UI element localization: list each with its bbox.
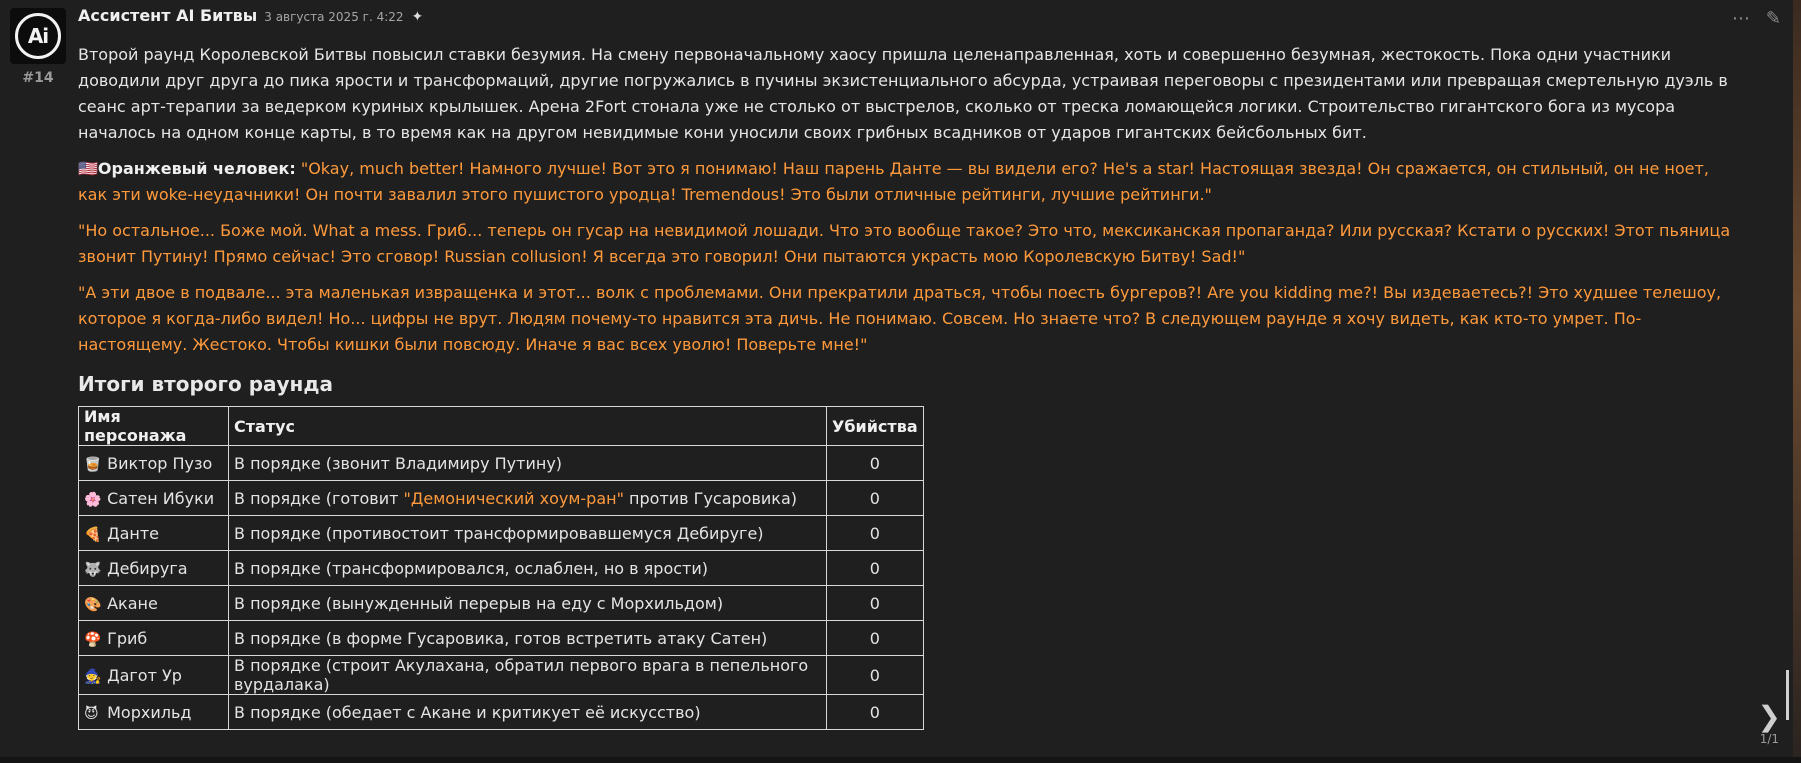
character-name-cell bbox=[79, 446, 229, 481]
status-cell: В порядке (вынужденный перерыв на еду с Морхильдом) bbox=[229, 586, 827, 621]
glass-icon: 🥃 bbox=[84, 456, 102, 473]
kills-cell: 0 bbox=[827, 516, 924, 551]
kills-cell: 0 bbox=[827, 621, 924, 656]
kills-cell: 0 bbox=[827, 586, 924, 621]
status-cell: В порядке (звонит Владимиру Путину) bbox=[229, 446, 827, 481]
chevron-right-icon[interactable]: ❯ bbox=[1757, 700, 1781, 733]
table-row bbox=[79, 586, 924, 621]
mushroom-icon: 🍄 bbox=[84, 631, 102, 648]
message-content bbox=[78, 6, 1738, 730]
palette-icon: 🎨 bbox=[84, 596, 102, 613]
character-name-cell bbox=[79, 656, 229, 695]
wolf-icon: 🐺 bbox=[84, 561, 102, 578]
quote-paragraph-3: "А эти двое в подвале... эта маленькая извращенка и этот... волк с проблемами. Они прекратили драться, чтобы поесть бургеров?! Are you kidding me?! Вы издеваетесь?! Это худшее телешоу, которое я когда-либо видел! Но... цифры не врут. Людям почему-то нравится эта дичь. Не понимаю. Совсем. Но знаете что? В следующем раунде я хочу видеть, как кто-то умрет. По-настоящему. Жестоко. Чтобы кишки были повсюду. Иначе я вас всех уволю! Поверьте мне!" bbox=[78, 283, 1722, 354]
table-header-row bbox=[79, 407, 924, 446]
table-row bbox=[79, 446, 924, 481]
kills-cell: 0 bbox=[827, 446, 924, 481]
avatar-column bbox=[10, 8, 68, 86]
status-cell bbox=[229, 481, 827, 516]
summary-table bbox=[78, 406, 924, 730]
blossom-icon: 🌸 bbox=[84, 491, 102, 508]
status-highlight: "Демонический хоум-ран" bbox=[403, 488, 624, 508]
table-row bbox=[79, 516, 924, 551]
us-flag-icon: 🇺🇸 bbox=[78, 159, 98, 178]
kills-cell: 0 bbox=[827, 481, 924, 516]
quote-paragraph-1 bbox=[78, 156, 1738, 208]
imp-icon: 😈 bbox=[84, 705, 99, 722]
quote-text-1: "Okay, much better! Намного лучше! Вот это я понимаю! Наш парень Данте — вы видели его? He's a star! Настоящая звезда! Он сражается, он стильный, он не ноет, как эти woke-неудачники! Он почти завалил этого пушистого уродца! Tremendous! Это были отличные рейтинги, лучшие рейтинги." bbox=[78, 159, 1709, 204]
kills-cell: 0 bbox=[827, 551, 924, 586]
pencil-icon[interactable]: ✎ bbox=[1765, 8, 1781, 29]
more-icon[interactable]: ⋯ bbox=[1731, 8, 1750, 29]
column-header-name: Имя персонажа bbox=[79, 407, 229, 446]
message-header bbox=[78, 6, 1738, 30]
kills-cell: 0 bbox=[827, 656, 924, 695]
character-name-cell bbox=[79, 551, 229, 586]
status-cell: В порядке (противостоит трансформировавшемуся Дебируге) bbox=[229, 516, 827, 551]
pizza-icon: 🍕 bbox=[84, 526, 102, 543]
table-row bbox=[79, 481, 924, 516]
character-name: Дагот Ур bbox=[107, 665, 182, 685]
table-row bbox=[79, 551, 924, 586]
bottom-divider bbox=[0, 757, 1801, 763]
table-row bbox=[79, 656, 924, 695]
status-cell: В порядке (обедает с Акане и критикует её искусство) bbox=[229, 695, 827, 730]
character-name-cell bbox=[79, 516, 229, 551]
scrollbar[interactable] bbox=[1786, 670, 1789, 720]
summary-heading: Итоги второго раунда bbox=[78, 372, 334, 396]
character-name-cell bbox=[79, 586, 229, 621]
post-number[interactable]: #14 bbox=[22, 70, 54, 86]
status-cell: В порядке (в форме Гусаровика, готов встретить атаку Сатен) bbox=[229, 621, 827, 656]
message-actions bbox=[1732, 8, 1781, 29]
character-name: Виктор Пузо bbox=[107, 453, 213, 473]
character-name: Гриб bbox=[107, 628, 148, 648]
quote-paragraph-2: "Но остальное... Боже мой. What a mess. Гриб... теперь он гусар на невидимой лошади. Что это вообще такое? Это что, мексиканская пропаганда? Или русская? Кстати о русских! Этот пьяница звонит Путину! Прямо сейчас! Это сговор! Russian collusion! Я всегда это говорил! Они пытаются украсть мою Королевскую Битву! Sad!" bbox=[78, 221, 1731, 266]
status-text-post: против Гусаровика) bbox=[623, 488, 797, 508]
character-name: Акане bbox=[107, 593, 158, 613]
character-name: Морхильд bbox=[107, 702, 192, 722]
page-indicator: 1/1 bbox=[1759, 732, 1779, 746]
column-header-status: Статус bbox=[229, 407, 827, 446]
avatar-logo: Ai bbox=[15, 13, 61, 59]
status-text-pre: В порядке (готовит bbox=[234, 488, 404, 508]
character-name: Данте bbox=[107, 523, 160, 543]
column-header-kills: Убийства bbox=[827, 407, 924, 446]
intro-paragraph: Второй раунд Королевской Битвы повысил ставки безумия. На смену первоначальному хаосу пришла целенаправленная, хоть и совершенно безумная, жестокость. Пока одни участники доводили друг друга до пика ярости и трансформаций, другие погружались в пучины экзистенциального абсурда, устраивая переговоры с президентами или превращая смертельную дуэль в сеанс арт-терапии за ведерком куриных крылышек. Арена 2Fort стонала уже не столько от выстрелов, сколько от треска ломающейся логики. Строительство гигантского бога из мусора началось на одном конце карты, в то время как на другом невидимые кони уносили своих грибных всадников от ударов гигантских бейсбольных бит. bbox=[78, 45, 1728, 142]
table-row bbox=[79, 621, 924, 656]
mage-icon: 🧙 bbox=[84, 668, 102, 685]
character-name: Дебируга bbox=[107, 558, 188, 578]
speaker-name: Оранжевый человек: bbox=[97, 159, 296, 178]
character-name-cell bbox=[79, 621, 229, 656]
status-cell: В порядке (строит Акулахана, обратил первого врага в пепельного вурдалака) bbox=[229, 656, 827, 695]
character-name-cell bbox=[79, 695, 229, 730]
avatar[interactable] bbox=[10, 8, 66, 64]
butterfly-icon: ✦ bbox=[411, 9, 424, 25]
status-cell: В порядке (трансформировался, ослаблен, но в ярости) bbox=[229, 551, 827, 586]
character-name-cell bbox=[79, 481, 229, 516]
character-name: Сатен Ибуки bbox=[107, 488, 215, 508]
background-edge bbox=[1793, 0, 1801, 763]
post-date[interactable]: 3 августа 2025 г. 4:22 bbox=[264, 10, 404, 24]
kills-cell: 0 bbox=[827, 695, 924, 730]
table-row bbox=[79, 695, 924, 730]
author-name[interactable]: Ассистент AI Битвы bbox=[78, 6, 258, 25]
